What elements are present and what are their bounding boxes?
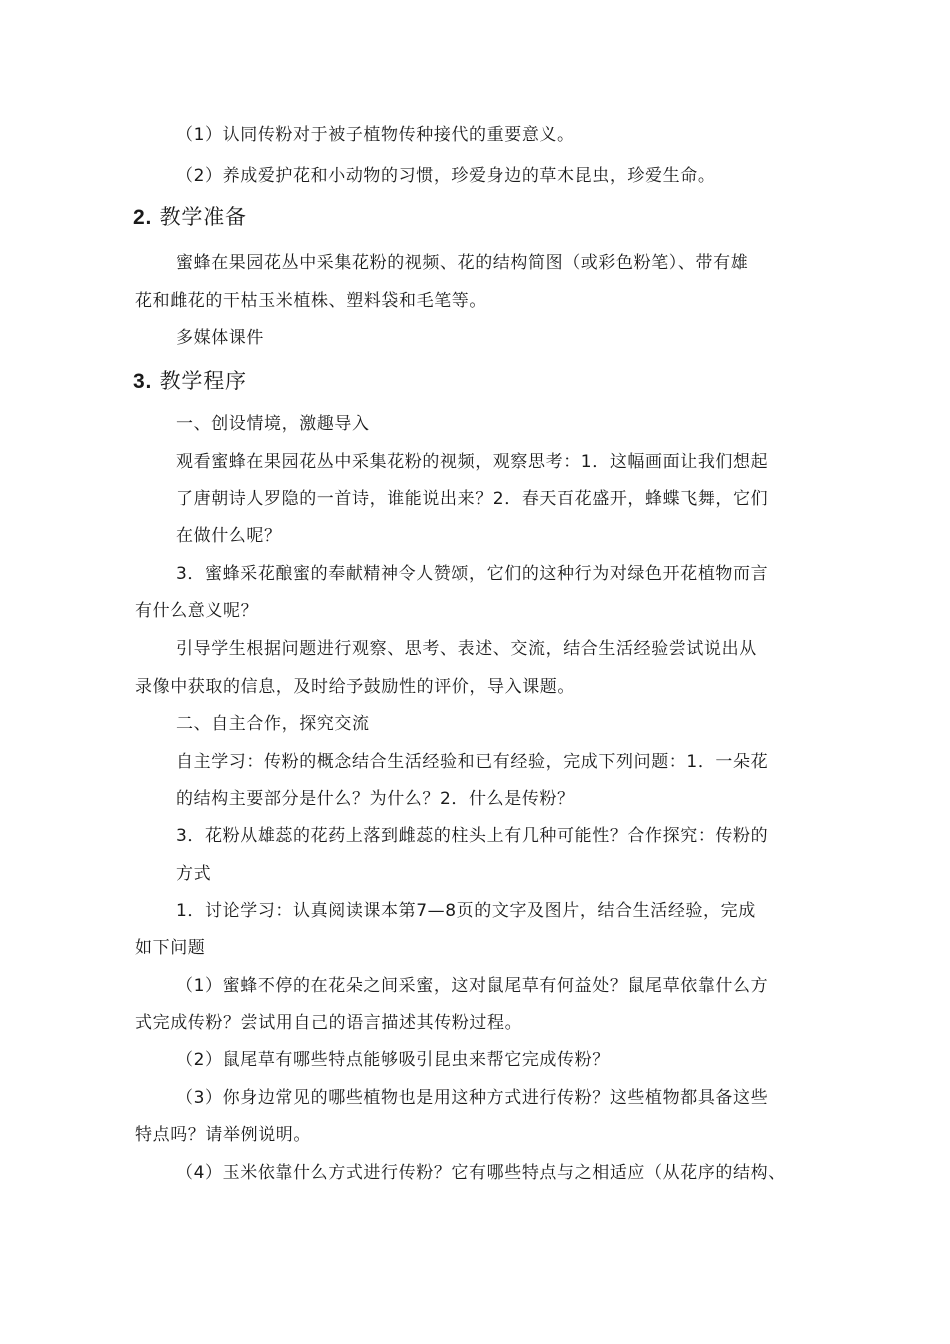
procedure-text: 录像中获取的信息，及时给予鼓励性的评价，导入课题。 <box>135 677 575 697</box>
objective-1: （1）认同传粉对于被子植物传种接代的重要意义。 <box>176 125 575 145</box>
procedure-text: 引导学生根据问题进行观察、思考、表述、交流，结合生活经验尝试说出从 <box>176 639 757 659</box>
procedure-text: 观看蜜蜂在果园花丛中采集花粉的视频，观察思考：1．这幅画面让我们想起 <box>176 452 769 472</box>
section-heading-procedure <box>133 368 247 395</box>
section-title: 教学程序 <box>159 369 247 393</box>
question-2: （2）鼠尾草有哪些特点能够吸引昆虫来帮它完成传粉？ <box>176 1050 610 1070</box>
procedure-step-2-title: 二、自主合作，探究交流 <box>176 714 370 734</box>
preparation-line-2: 花和雌花的干枯玉米植株、塑料袋和毛笔等。 <box>135 291 487 311</box>
section-title: 教学准备 <box>159 205 247 229</box>
procedure-text: 1．讨论学习：认真阅读课本第7—8页的文字及图片，结合生活经验，完成 <box>176 901 756 921</box>
procedure-text: 的结构主要部分是什么？为什么？2．什么是传粉？ <box>176 789 575 809</box>
procedure-text: 有什么意义呢？ <box>135 601 259 621</box>
preparation-line-1: 蜜蜂在果园花丛中采集花粉的视频、花的结构简图（或彩色粉笔）、带有雄 <box>176 253 749 273</box>
preparation-line-3: 多媒体课件 <box>176 328 264 348</box>
question-1: （1）蜜蜂不停的在花朵之间采蜜，这对鼠尾草有何益处？鼠尾草依靠什么方 <box>176 976 769 996</box>
procedure-text: 3．花粉从雄蕊的花药上落到雌蕊的柱头上有几种可能性？合作探究：传粉的 <box>176 826 769 846</box>
procedure-text: 如下问题 <box>135 938 206 958</box>
procedure-text: 方式 <box>176 864 212 884</box>
procedure-text: 了唐朝诗人罗隐的一首诗，谁能说出来？2．春天百花盛开，蜂蝶飞舞，它们 <box>176 489 769 509</box>
objective-2: （2）养成爱护花和小动物的习惯，珍爱身边的草木昆虫，珍爱生命。 <box>176 166 716 186</box>
section-heading-preparation <box>133 204 247 231</box>
section-number: 2. <box>133 206 153 229</box>
question-1-cont: 式完成传粉？尝试用自己的语言描述其传粉过程。 <box>135 1013 523 1033</box>
procedure-step-1-title: 一、创设情境，激趣导入 <box>176 414 370 434</box>
section-number: 3. <box>133 370 153 393</box>
procedure-text: 在做什么呢？ <box>176 526 282 546</box>
question-3-cont: 特点吗？请举例说明。 <box>135 1125 311 1145</box>
procedure-text: 自主学习：传粉的概念结合生活经验和已有经验，完成下列问题：1．一朵花 <box>176 752 769 772</box>
question-4: （4）玉米依靠什么方式进行传粉？它有哪些特点与之相适应（从花序的结构、 <box>176 1163 786 1183</box>
question-3: （3）你身边常见的哪些植物也是用这种方式进行传粉？这些植物都具备这些 <box>176 1088 769 1108</box>
procedure-text: 3．蜜蜂采花酿蜜的奉献精神令人赞颂，它们的这种行为对绿色开花植物而言 <box>176 564 769 584</box>
